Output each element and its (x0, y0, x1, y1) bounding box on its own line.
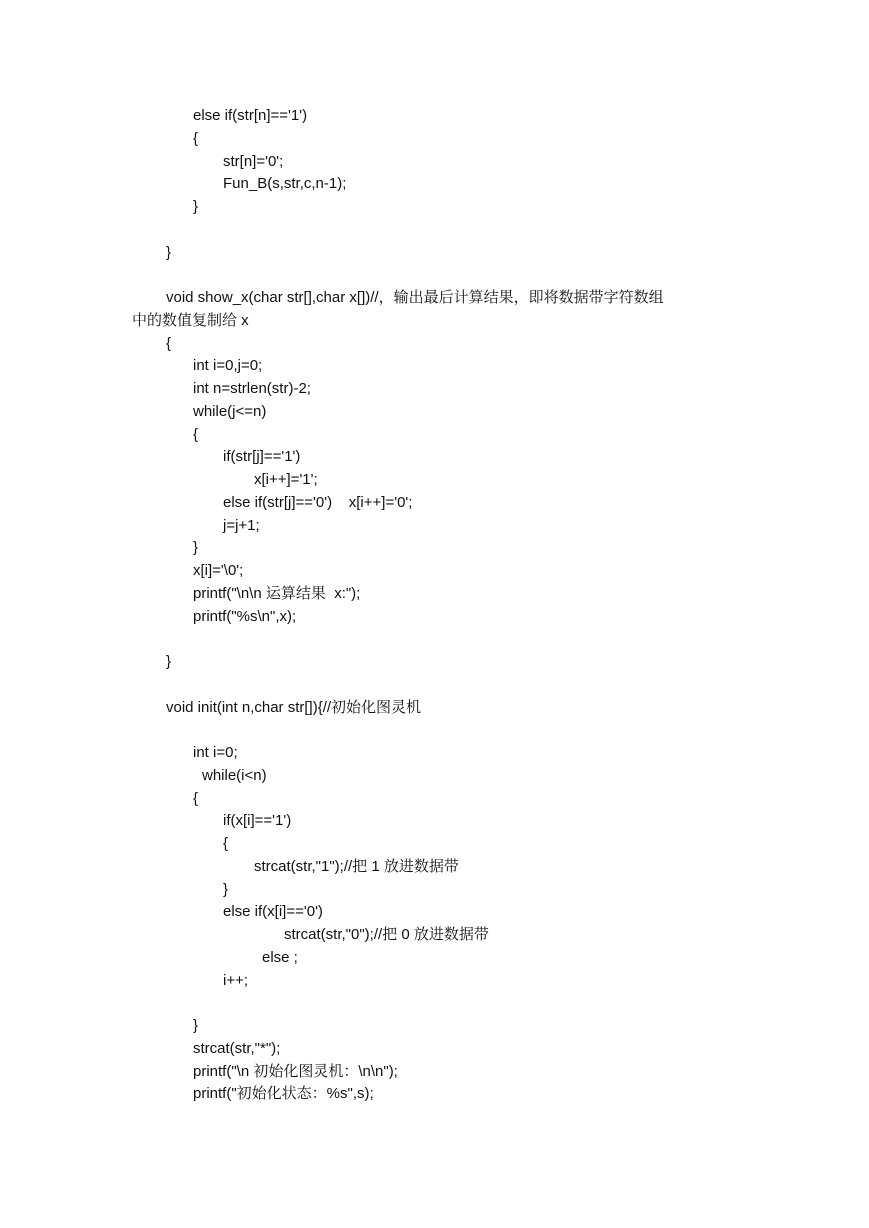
code-line: 中的数值复制给 x (132, 312, 249, 329)
code-line: } (223, 881, 229, 898)
code-line: int i=0,j=0; (193, 357, 263, 374)
code-line: } (193, 1017, 199, 1034)
code-line: while(j<=n) (193, 403, 267, 420)
code-line: { (166, 335, 172, 352)
code-line: printf("\n\n 运算结果 x:"); (193, 585, 361, 602)
code-line: void init(int n,char str[]){//初始化图灵机 (166, 699, 422, 716)
code-line: { (223, 835, 229, 852)
code-line: strcat(str,"*"); (193, 1040, 281, 1057)
code-line: x[i]='\0'; (193, 562, 244, 579)
code-line: if(str[j]=='1') (223, 448, 301, 465)
code-line: printf("\n 初始化图灵机：\n\n"); (193, 1063, 398, 1080)
code-line: { (193, 130, 199, 147)
code-line: j=j+1; (223, 517, 260, 534)
code-line: if(x[i]=='1') (223, 812, 292, 829)
code-line: int i=0; (193, 744, 238, 761)
code-line: void show_x(char str[],char x[])//，输出最后计算结果，即将数据带字符数组 (166, 289, 664, 306)
code-line: { (193, 426, 199, 443)
code-line: } (166, 244, 172, 261)
code-line: else ; (262, 949, 298, 966)
code-line: str[n]='0'; (223, 153, 284, 170)
code-line: printf("%s\n",x); (193, 608, 297, 625)
code-line: else if(x[i]=='0') (223, 903, 323, 920)
code-line: { (193, 790, 199, 807)
code-line: } (193, 539, 199, 556)
code-line: strcat(str,"0");//把 0 放进数据带 (284, 926, 489, 943)
code-line: x[i++]='1'; (254, 471, 318, 488)
code-line: while(i<n) (202, 767, 267, 784)
code-line: else if(str[j]=='0') x[i++]='0'; (223, 494, 413, 511)
code-line: i++; (223, 972, 249, 989)
code-line: printf("初始化状态：%s",s); (193, 1085, 374, 1102)
code-line: } (166, 653, 172, 670)
code-line: } (193, 198, 199, 215)
code-line: Fun_B(s,str,c,n-1); (223, 175, 347, 192)
code-line: strcat(str,"1");//把 1 放进数据带 (254, 858, 459, 875)
code-line: int n=strlen(str)-2; (193, 380, 311, 397)
code-line: else if(str[n]=='1') (193, 107, 308, 124)
